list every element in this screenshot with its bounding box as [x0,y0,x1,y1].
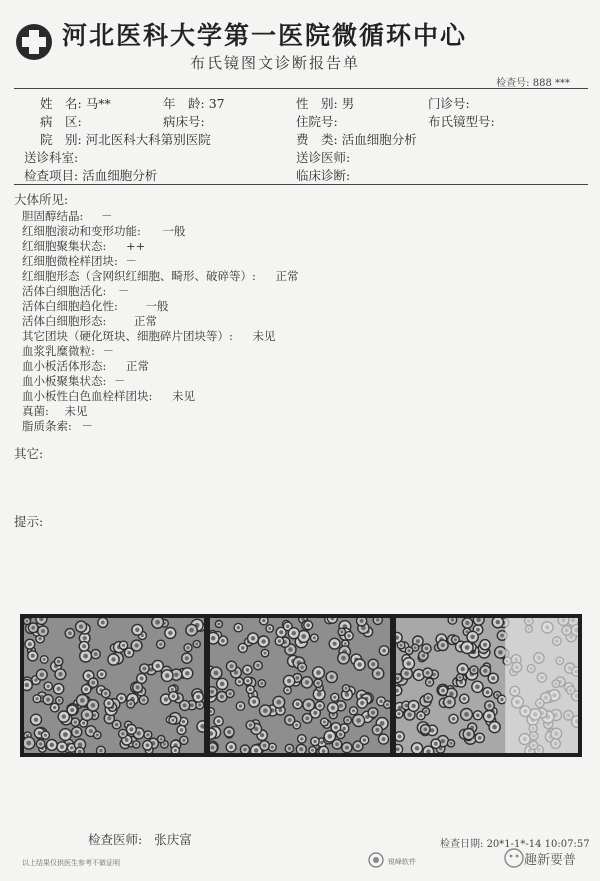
exam-number-label: 检查号: [496,78,530,89]
finding-item [22,358,149,374]
finding-value: 正常 [134,314,158,328]
finding-label: 胆固醇结晶: [22,209,84,223]
software-watermark: 锐峰软件 [388,858,416,866]
patient-name [40,94,111,112]
exam-item [24,166,157,184]
finding-item [22,223,186,239]
finding-item [22,238,145,254]
finding-value: 未见 [172,389,196,403]
finding-item [22,388,195,404]
hospital-branch-value: 河北医科大科第别医院 [85,132,211,147]
finding-value: － [114,374,126,388]
microscopy-image-1 [24,618,204,753]
referring-doctor: 送诊医师: [296,150,351,165]
finding-label: 活体白细胞趋化性: [22,299,118,313]
microscopy-image-strip [20,614,582,757]
ward: 病 区: [40,114,82,129]
finding-label: 红细胞聚集状态: [22,239,107,253]
finding-label: 血小板活体形态: [22,359,107,373]
clinical-diagnosis: 临床诊断: [296,168,351,183]
fee-type-label: 费 类: [296,132,338,147]
inpatient-number: 住院号: [296,114,338,129]
finding-label: 血浆乳糜微粒: [22,344,95,358]
finding-value: ++ [126,239,146,253]
finding-item [22,373,126,389]
exam-date-value: 20*1-1*-14 10:07:57 [486,839,590,850]
bed-number: 病床号: [163,114,205,129]
patient-sex-value: 男 [341,96,355,111]
finding-item [22,208,113,224]
finding-label: 真菌: [22,404,49,418]
finding-label: 红细胞形态（含网织红细胞、畸形、破碎等）: [22,269,256,283]
finding-label: 红细胞微栓样团块: [22,254,118,268]
patient-age-value: 37 [208,96,225,111]
outpatient-number: 门诊号: [428,96,470,111]
other-label: 其它: [14,446,44,461]
finding-value: 一般 [145,299,169,313]
patient-sex-label: 性 别: [296,96,338,111]
finding-item [22,268,299,284]
software-logo-icon [368,852,384,868]
finding-label: 活体白细胞形态: [22,314,107,328]
finding-value: 未见 [64,404,88,418]
finding-value: － [118,284,130,298]
disclaimer-notice: 以上结果仅供医生参考不做证明 [22,859,120,867]
exam-number-value: 888 *** [532,78,570,89]
finding-value: － [102,344,115,358]
microscopy-image-2 [210,618,390,753]
patient-age [163,94,225,112]
finding-label: 血小板性白色血栓样团块: [22,389,153,403]
header-divider [14,88,588,89]
finding-value: 正常 [126,359,150,373]
finding-value: 一般 [162,224,186,238]
finding-item [22,283,130,299]
finding-label: 其它团块（硬化斑块、细胞碎片团块等）: [22,329,233,343]
finding-item [22,343,114,359]
hint-label: 提示: [14,514,44,529]
hospital-branch-label: 院 别: [40,132,82,147]
exam-doctor [88,830,192,848]
finding-label: 活体白细胞活化: [22,284,107,298]
finding-value: － [101,209,113,223]
finding-label: 红细胞滚动和变形功能: [22,224,141,238]
exam-date-label: 检查日期: [440,839,484,850]
finding-item [22,313,157,329]
fee-type-value: 活血细胞分析 [341,132,417,147]
finding-value: 正常 [275,269,299,283]
exam-doctor-label: 检查医师: [88,832,143,847]
hospital-title: 河北医科大学第一医院微循环中心 [62,21,468,50]
report-title: 布氏镜图文诊断报告单 [190,54,361,72]
info-divider [14,184,588,185]
finding-item [22,328,276,344]
patient-name-label: 姓 名: [40,96,82,111]
finding-value: － [125,254,138,268]
microscopy-image-3 [396,618,578,753]
referring-dept: 送诊科室: [24,150,79,165]
finding-label: 脂质条索: [22,419,72,433]
patient-age-label: 年 龄: [163,96,205,111]
finding-label: 血小板聚集状态: [22,374,107,388]
finding-item [22,253,137,269]
finding-item [22,403,88,419]
exam-number [496,74,570,89]
patient-name-value: 马** [85,96,111,111]
account-watermark: 趣新要普 [524,853,577,868]
findings-title: 大体所见: [14,192,69,207]
hospital-branch [40,130,211,148]
exam-item-value: 活血细胞分析 [82,168,158,183]
finding-value: － [81,419,94,433]
finding-item [22,418,93,434]
exam-doctor-value: 张庆富 [154,832,192,847]
hospital-cross-logo-icon [14,22,54,62]
fee-type [296,130,417,148]
patient-sex [296,94,354,112]
scope-model: 布氏镜型号: [428,114,495,129]
finding-value: 未见 [252,329,276,343]
finding-item [22,298,169,314]
exam-item-label: 检查项目: [24,168,79,183]
